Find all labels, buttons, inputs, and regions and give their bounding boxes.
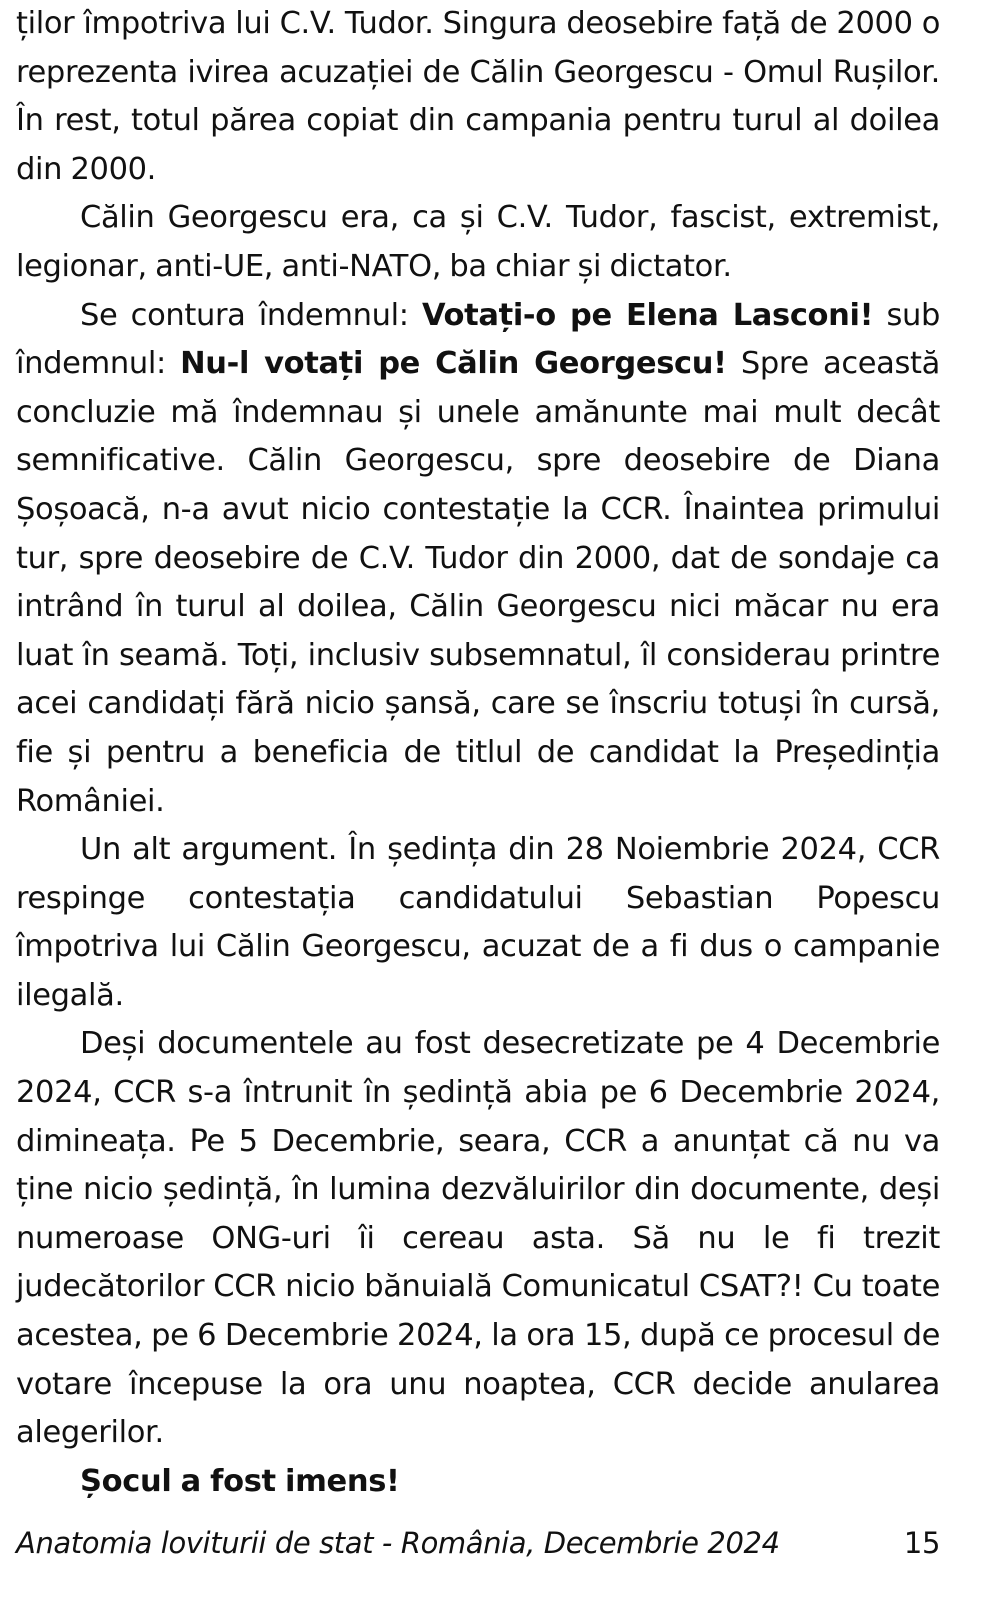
text-segment: Călin Georgescu era, ca și C.V. Tudor, fascist, extremist, legionar, anti-UE, anti-NATO, ba chiar și dictator.: [16, 200, 940, 284]
running-title: Anatomia loviturii de stat - România, Decembrie 2024: [16, 1526, 780, 1560]
paragraph: [16, 1020, 940, 1457]
paragraph: [16, 292, 940, 827]
paragraph: [16, 194, 940, 291]
text-segment: Spre această concluzie mă îndemnau și unele amănunte mai mult decât semnificative. Călin Georgescu, spre deosebire de Diana Șoșoacă, n-a avut nicio contestație la CCR. Înaintea primului tur, spre deosebire de C.V. Tudor din 2000, dat de sondaje ca intrând în turul al doilea, Călin Georgescu nici măcar nu era luat în seamă. Toți, inclusiv subsemnatul, îl considerau printre acei candidați fără nicio șansă, care se înscriu totuși în cursă, fie și pentru a beneficia de titlul de candidat la Președinția României.: [16, 346, 940, 819]
page-footer: [16, 1518, 940, 1568]
paragraph: [16, 0, 940, 194]
page-text-body: [16, 0, 940, 1506]
text-segment: Un alt argument. În ședința din 28 Noiembrie 2024, CCR respinge contestația candidatului Sebastian Popescu împotriva lui Călin Georgescu, acuzat de a fi dus o campanie ilegală.: [16, 832, 940, 1013]
bold-text-segment: Votați-o pe Elena Lasconi!: [421, 297, 874, 333]
bold-text-segment: Șocul a fost imens!: [80, 1463, 400, 1499]
paragraph: [16, 1458, 940, 1507]
text-segment: sub îndemnul:: [16, 297, 940, 382]
paragraph: [16, 826, 940, 1020]
text-segment: Deși documentele au fost desecretizate pe 4 Decembrie 2024, CCR s-a întrunit în ședință abia pe 6 Decembrie 2024, dimineața. Pe 5 Decembrie, seara, CCR a anunțat că nu va ține nicio ședință, în lumina dezvăluirilor din documente, deși numeroase ONG-uri îi cereau asta. Să nu le fi trezit judecătorilor CCR nicio bănuială Comunicatul CSAT?! Cu toate acestea, pe 6 Decembrie 2024, la ora 15, după ce procesul de votare începuse la ora unu noaptea, CCR decide anularea alegerilor.: [16, 1026, 940, 1451]
text-segment: Se contura îndemnul:: [80, 297, 422, 333]
bold-text-segment: Nu-l votați pe Călin Georgescu!: [180, 346, 727, 382]
text-segment: ților împotriva lui C.V. Tudor. Singura deosebire față de 2000 o reprezenta ivirea acuzației de Călin Georgescu - Omul Rușilor. În rest, totul părea copiat din campania pentru turul al doilea din 2000.: [16, 6, 940, 187]
page-number: 15: [903, 1526, 940, 1560]
